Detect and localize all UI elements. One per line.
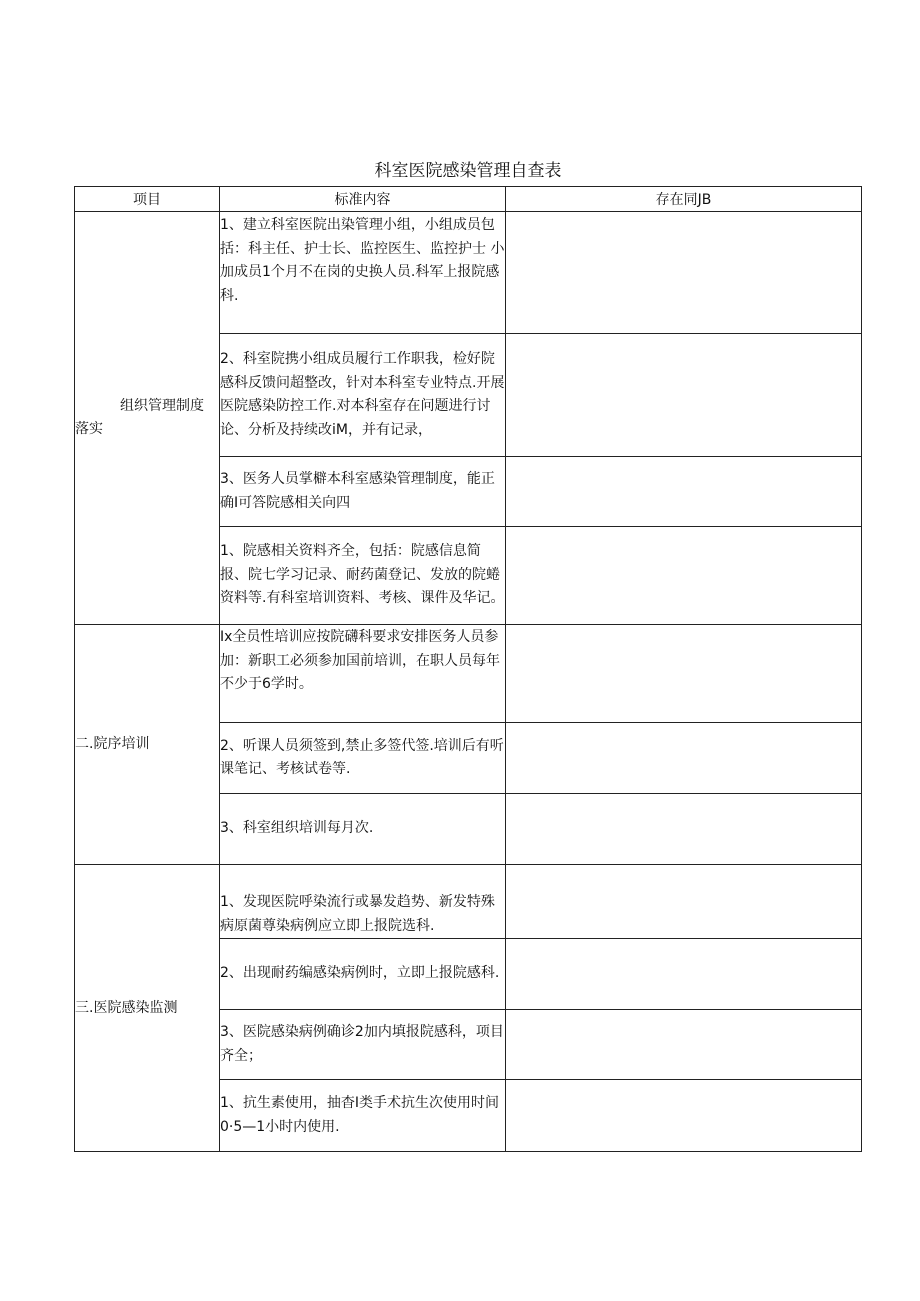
issues-cell[interactable]: [506, 939, 862, 1010]
issues-cell[interactable]: [506, 794, 862, 865]
issues-cell[interactable]: [506, 212, 862, 334]
table-header-row: [75, 187, 862, 212]
category-organization: [75, 212, 220, 625]
table-row: [75, 625, 862, 723]
issues-cell[interactable]: [506, 1010, 862, 1080]
issues-cell[interactable]: [506, 1080, 862, 1152]
header-standard: 标准内容: [220, 187, 506, 212]
category-organization-line1: 组织管理制度: [120, 398, 204, 414]
standard-cell: 2、听课人员须签到,禁止多签代签.培训后有听课笔记、考核试卷等.: [220, 723, 506, 794]
standard-cell: 3、医务人员掌檘本科室感染管理制度，能正确I可答院感相关向四: [220, 457, 506, 527]
standard-cell: 3、科室组织培训每月次.: [220, 794, 506, 865]
category-monitoring: 三.医院感染监测: [75, 865, 220, 1152]
standard-cell: 1、院感相关资料齐全，包括：院感信息简报、院七学习记录、耐药菌登记、发放的院蜷资料等.有科室培训资料、考核、课件及华记。: [220, 527, 506, 625]
issues-cell[interactable]: [506, 527, 862, 625]
header-issues: 存在同JB: [506, 187, 862, 212]
page-title: 科室医院感染管理自查表: [374, 161, 562, 181]
standard-cell: 3、医院感染病例确诊2加内填报院感科，项目齐全；: [220, 1010, 506, 1080]
issues-cell[interactable]: [506, 865, 862, 939]
standard-cell: Ix全员性培训应按院礴科要求安排医务人员参加：新职工必须参加国前培训，在职人员每年不少于6学时。: [220, 625, 506, 723]
table-row: [75, 865, 862, 939]
table-row: [75, 212, 862, 334]
standard-cell: 1、建立科室医院出染管理小组，小组成员包括：科主任、护士长、监控医生、监控护士 小加成员1个月不在岗的史换人员.科军上报院感科.: [220, 212, 506, 334]
self-inspection-table: [74, 186, 862, 1152]
standard-cell: 1、抗生素使用，抽杳I类手术抗生次使用时间0·5—1小时内使用.: [220, 1080, 506, 1152]
issues-cell[interactable]: [506, 625, 862, 723]
standard-cell: 2、科室院携小组成员履行工作职我，检好院感科反馈问超整改，针对本科室专业特点.开展医院感染防控工作.对本科室存在问题进行讨论、分析及持续改iM，并有记录，: [220, 334, 506, 457]
issues-cell[interactable]: [506, 457, 862, 527]
standard-cell: 2、出现耐药编感染病例时，立即上报院感科.: [220, 939, 506, 1010]
category-training: 二.院序培训: [75, 625, 220, 865]
issues-cell[interactable]: [506, 723, 862, 794]
header-item: 项目: [75, 187, 220, 212]
category-organization-line2: 落实: [75, 421, 103, 437]
issues-cell[interactable]: [506, 334, 862, 457]
standard-cell: 1、发现医院呼染流行或暴发趋势、新发特殊病原菌尊染病例应立即上报院选科.: [220, 865, 506, 939]
